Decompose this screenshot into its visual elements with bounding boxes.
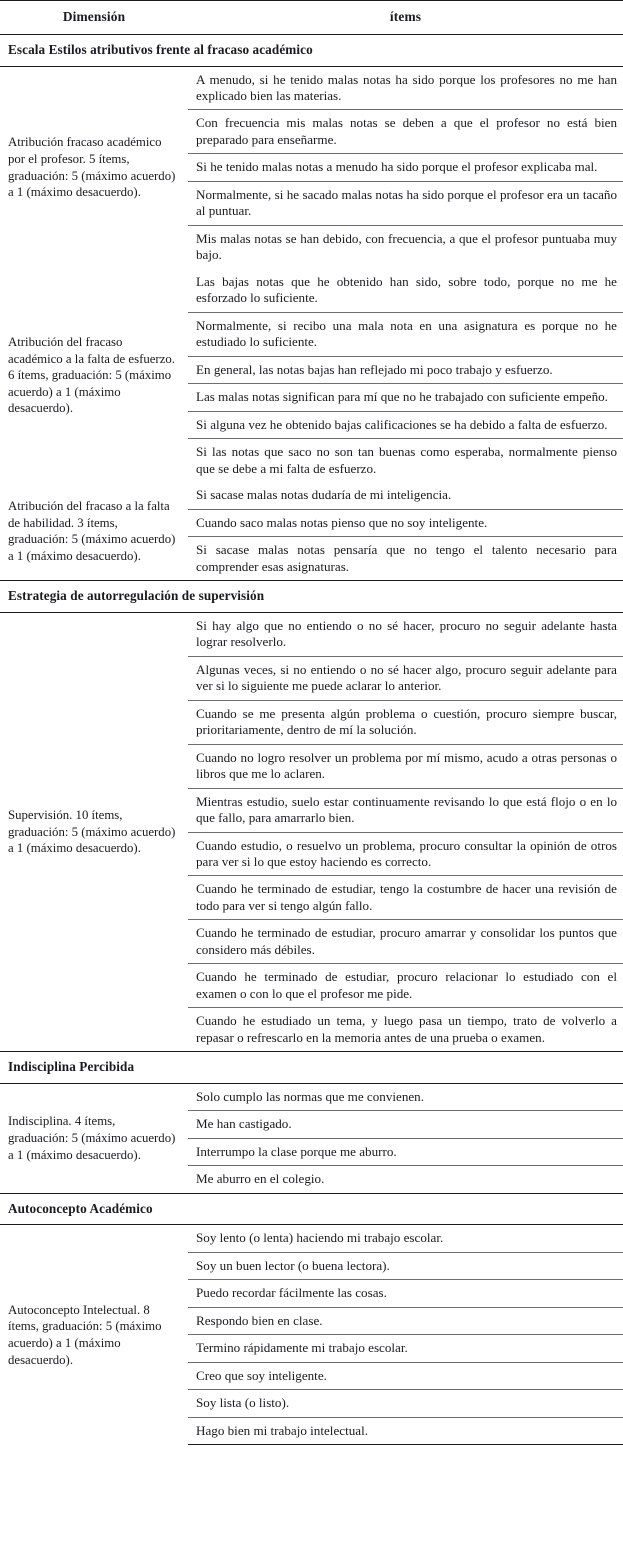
item-cell: Mis malas notas se han debido, con frecuencia, a que el profesor puntuaba muy bajo. [188, 225, 623, 268]
item-cell: Normalmente, si he sacado malas notas ha sido porque el profesor era un tacaño al puntuar. [188, 181, 623, 225]
item-cell: Cuando saco malas notas pienso que no soy inteligente. [188, 509, 623, 536]
item-cell: En general, las notas bajas han reflejado mi poco trabajo y esfuerzo. [188, 356, 623, 383]
section-heading: Estrategia de autorregulación de supervisión [0, 581, 623, 613]
item-cell: Me han castigado. [188, 1111, 623, 1138]
table-header-row [0, 1, 623, 35]
section-heading-row [0, 35, 623, 67]
item-cell: Cuando he terminado de estudiar, procuro relacionar lo estudiado con el examen o con lo que el profesor me pide. [188, 964, 623, 1008]
dimension-cell: Autoconcepto Intelectual. 8 ítems, graduación: 5 (máximo acuerdo) a 1 (máximo desacuerdo). [8, 1302, 162, 1367]
item-cell: Las bajas notas que he obtenido han sido, sobre todo, porque no me he esforzado lo suficiente. [196, 273, 617, 306]
dimension-cell: Atribución fracaso académico por el profesor. 5 ítems, graduación: 5 (máximo acuerdo) a 1 (máximo desacuerdo). [8, 135, 176, 200]
item-cell: Las malas notas significan para mí que no he trabajado con suficiente empeño. [188, 384, 623, 411]
item-cell: Cuando no logro resolver un problema por mí mismo, acudo a otras personas o libros que me lo aclaren. [188, 744, 623, 788]
item-cell: A menudo, si he tenido malas notas ha sido porque los profesores no me han explicado bien las materias. [196, 71, 617, 103]
item-cell: Si alguna vez he obtenido bajas calificaciones se ha debido a falta de esfuerzo. [188, 411, 623, 438]
item-cell: Con frecuencia mis malas notas se deben a que el profesor no está bien preparado para enseñarme. [188, 110, 623, 154]
item-cell: Cuando he estudiado un tema, y luego pasa un tiempo, trato de volverlo a repasar o refrescarlo en la memoria antes de una prueba o examen. [188, 1008, 623, 1052]
section-heading: Indisciplina Percibida [0, 1052, 623, 1084]
item-cell: Interrumpo la clase porque me aburro. [188, 1138, 623, 1165]
item-cell: Solo cumplo las normas que me convienen. [196, 1088, 425, 1104]
item-cell: Cuando he terminado de estudiar, tengo la costumbre de hacer una revisión de todo para ver si tengo algún fallo. [188, 876, 623, 920]
item-cell: Soy lista (o listo). [188, 1390, 623, 1417]
item-cell: Si he tenido malas notas a menudo ha sido porque el profesor explicaba mal. [188, 154, 623, 181]
item-cell: Cuando estudio, o resuelvo un problema, procuro consultar la opinión de otros para ver si lo que estoy haciendo es correcto. [188, 832, 623, 876]
table-header [0, 1, 623, 35]
dimension-cell: Atribución del fracaso a la falta de habilidad. 3 ítems, graduación: 5 (máximo acuerdo) a 1 (máximo desacuerdo). [8, 498, 176, 563]
table-row [0, 1083, 623, 1110]
item-cell: Respondo bien en clase. [188, 1307, 623, 1334]
table-row [0, 482, 623, 509]
section-heading-row [0, 1052, 623, 1084]
item-cell: Soy lento (o lenta) haciendo mi trabajo escolar. [196, 1230, 444, 1246]
table-row [0, 66, 623, 110]
item-cell: Mientras estudio, suelo estar continuamente revisando lo que está flojo o en lo que fallo, para amarrarlo bien. [188, 788, 623, 832]
section-heading-row [0, 581, 623, 613]
dimension-cell: Indisciplina. 4 ítems, graduación: 5 (máximo acuerdo) a 1 (máximo desacuerdo). [8, 1114, 176, 1162]
item-cell: Normalmente, si recibo una mala nota en una asignatura es porque no he estudiado lo suficiente. [188, 312, 623, 356]
item-cell: Si sacase malas notas dudaría de mi inteligencia. [196, 487, 452, 503]
table-body [0, 35, 623, 1445]
table-row [0, 612, 623, 656]
item-cell: Hago bien mi trabajo intelectual. [188, 1417, 623, 1444]
section-heading-row [0, 1193, 623, 1225]
table-row [0, 1225, 623, 1252]
column-header-dimension: Dimensión [0, 1, 188, 35]
item-cell: Cuando se me presenta algún problema o cuestión, procuro siempre buscar, prioritariamente, dentro de mí la solución. [188, 700, 623, 744]
item-cell: Creo que soy inteligente. [188, 1362, 623, 1389]
item-cell: Si hay algo que no entiendo o no sé hacer, procuro no seguir adelante hasta lograr resolverlo. [196, 617, 617, 650]
item-cell: Puedo recordar fácilmente las cosas. [188, 1280, 623, 1307]
section-heading: Escala Estilos atributivos frente al fracaso académico [0, 35, 623, 67]
item-cell: Soy un buen lector (o buena lectora). [188, 1252, 623, 1279]
item-cell: Algunas veces, si no entiendo o no sé hacer algo, procuro seguir adelante para ver si lo siguiente me puede aclarar lo anterior. [188, 656, 623, 700]
item-cell: Me aburro en el colegio. [188, 1166, 623, 1193]
dimension-cell: Atribución del fracaso académico a la falta de esfuerzo. 6 ítems, graduación: 5 (máximo acuerdo) a 1 (máximo desacuerdo). [8, 334, 175, 416]
item-cell: Termino rápidamente mi trabajo escolar. [188, 1335, 623, 1362]
item-cell: Cuando he terminado de estudiar, procuro amarrar y consolidar los puntos que considero más débiles. [188, 920, 623, 964]
table-row [0, 269, 623, 312]
item-cell: Si las notas que saco no son tan buenas como esperaba, normalmente pienso que se debe a mi falta de esfuerzo. [188, 439, 623, 482]
section-heading: Autoconcepto Académico [0, 1193, 623, 1225]
item-cell: Si sacase malas notas pensaría que no tengo el talento necesario para comprender esas asignaturas. [188, 537, 623, 581]
dimension-cell: Supervisión. 10 ítems, graduación: 5 (máximo acuerdo) a 1 (máximo desacuerdo). [8, 808, 176, 856]
column-header-items: ítems [188, 1, 623, 35]
